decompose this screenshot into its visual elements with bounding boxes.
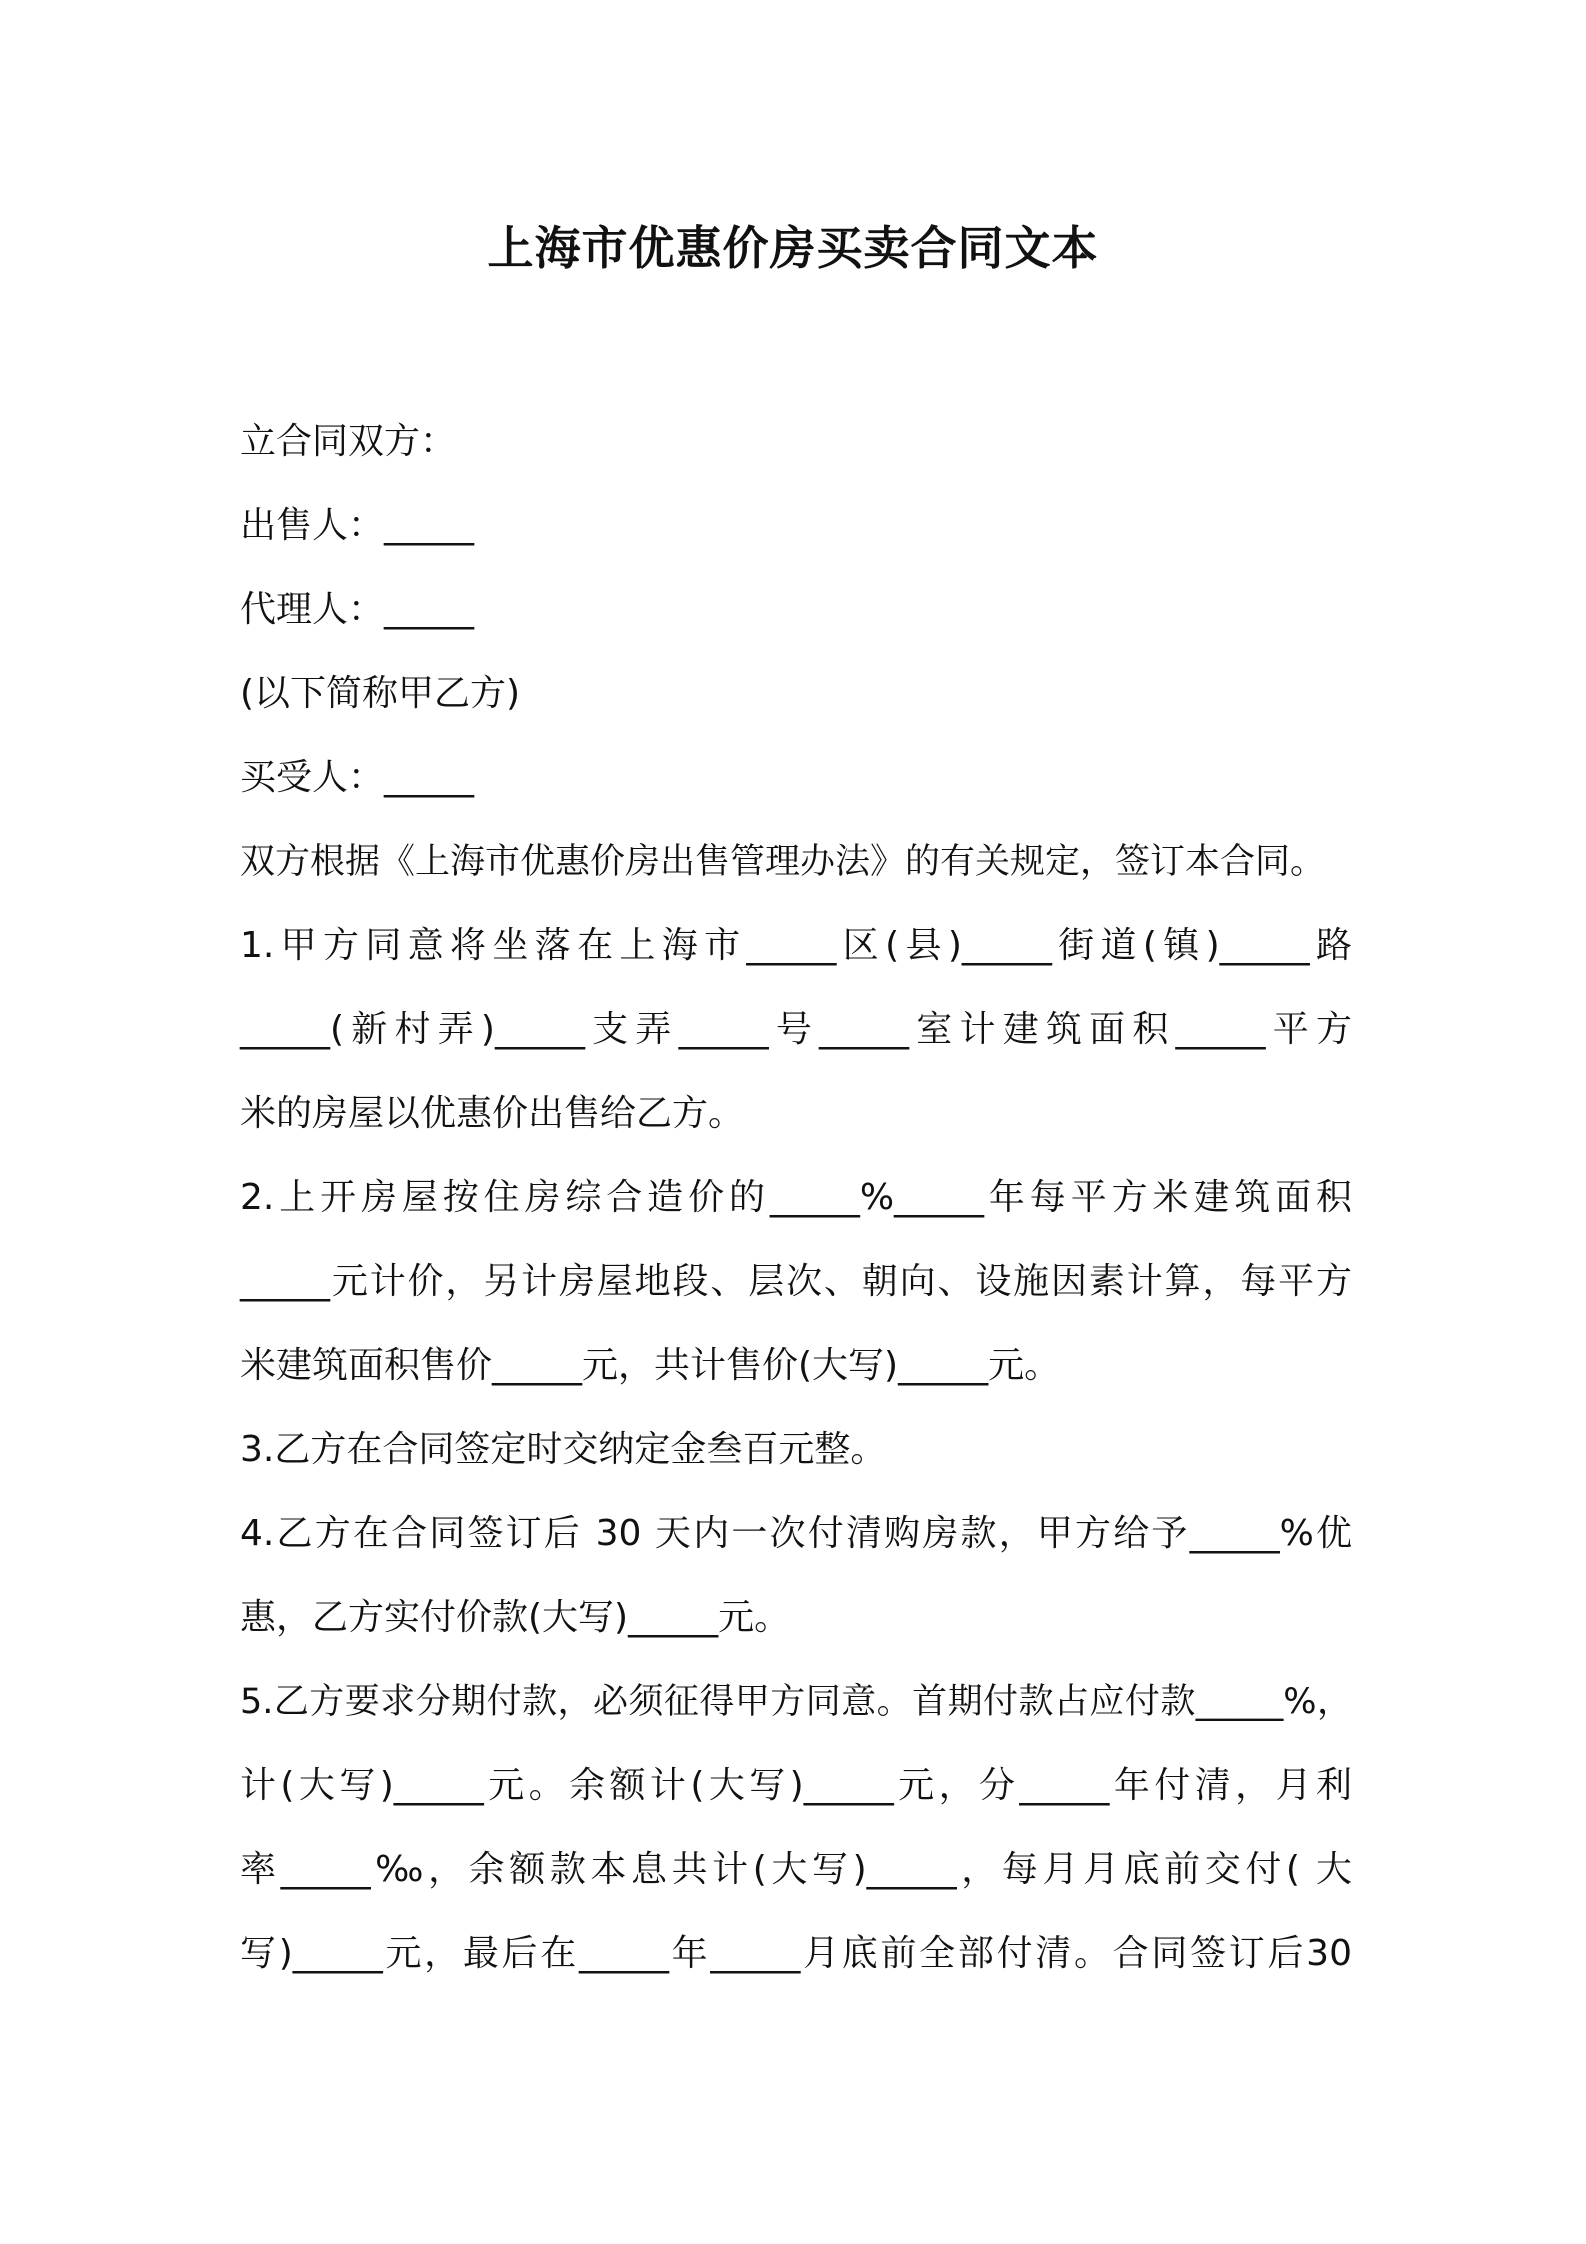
clause-2-line-2: _____元计价，另计房屋地段、层次、朝向、设施因素计算，每平方 <box>240 1261 1352 1302</box>
clause-4-line-2: 惠，乙方实付价款(大写)_____元。 <box>240 1597 791 1638</box>
clause-5-line-4: 写)_____元，最后在_____年_____月底前全部付清。合同签订后30 <box>240 1933 1352 1974</box>
clause-1-line-3: 米的房屋以优惠价出售给乙方。 <box>240 1093 745 1134</box>
agent-line: 代理人：_____ <box>240 589 475 630</box>
clause-2-line-1: 2.上开房屋按住房综合造价的_____%_____年每平方米建筑面积 <box>240 1177 1352 1218</box>
abbreviation-note: (以下简称甲乙方) <box>240 673 521 714</box>
document-title: 上海市优惠价房买卖合同文本 <box>487 221 1099 275</box>
parties-heading: 立合同双方： <box>240 421 457 462</box>
clause-4-line-1: 4.乙方在合同签订后 30 天内一次付清购房款，甲方给予_____%优 <box>240 1513 1352 1554</box>
basis-statement: 双方根据《上海市优惠价房出售管理办法》的有关规定，签订本合同。 <box>240 842 1326 882</box>
contract-body <box>240 400 1352 1996</box>
clause-5-line-3: 率_____‰，余额款本息共计(大写)_____，每月月底前交付( 大 <box>240 1849 1352 1890</box>
seller-line: 出售人：_____ <box>240 505 475 546</box>
clause-5-line-2: 计(大写)_____元。余额计(大写)_____元，分_____年付清，月利 <box>240 1765 1352 1806</box>
clause-5-line-1: 5.乙方要求分期付款，必须征得甲方同意。首期付款占应付款_____%， <box>240 1682 1352 1722</box>
clause-1-line-1: 1.甲方同意将坐落在上海市_____区(县)_____街道(镇)_____路 <box>240 925 1352 966</box>
buyer-line: 买受人：_____ <box>240 757 475 798</box>
clause-2-line-3: 米建筑面积售价_____元，共计售价(大写)_____元。 <box>240 1345 1061 1386</box>
clause-3: 3.乙方在合同签定时交纳定金叁百元整。 <box>240 1429 887 1470</box>
clause-1-line-2: _____(新村弄)_____支弄_____号_____室计建筑面积_____平方 <box>240 1009 1352 1050</box>
